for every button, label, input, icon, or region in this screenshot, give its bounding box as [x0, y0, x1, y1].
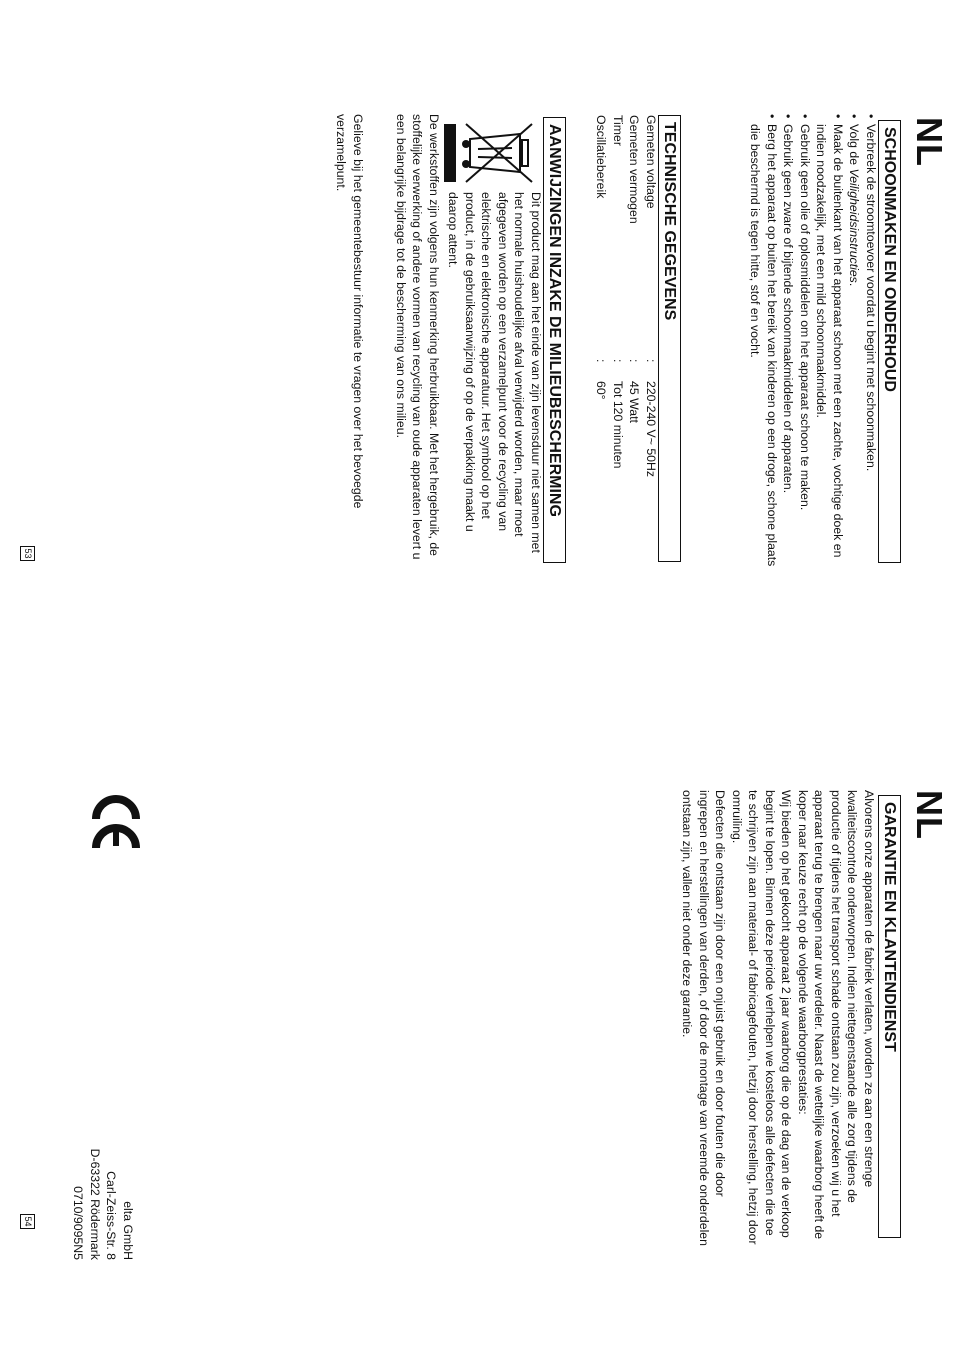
tech-row: Oscillatiebereik : 60°: [594, 115, 609, 400]
municipality-paragraph: Gelieve bij het gemeentebestuur informatie te vragen over het bevoegde verzamelpunt.: [334, 114, 365, 509]
page-number: 53: [20, 546, 35, 561]
cleaning-item: • Berg het apparaat op buiten het bereik van kinderen op een droge, schone plaats die beschermd is tegen hitte, stof en vocht.: [747, 114, 780, 574]
warranty-paragraph: Wij bieden op het gekocht apparaat 2 jaar waarborg die op de dag van de verkoop begint te lopen. Binnen deze periode verhelpen we kosteloos alle defecten die toe te schrijven zijn aan materiaal- of fabricagefouten, hetzij door herstelling, hetzij door omruiling.: [730, 790, 794, 1245]
weee-icon: [440, 118, 540, 188]
cleaning-heading: SCHOONMAKEN EN ONDERHOUD: [878, 120, 901, 563]
ce-mark-icon: [91, 792, 141, 852]
address-code: 0710/9095N5: [71, 1186, 86, 1260]
tech-table: [593, 115, 659, 562]
warranty-heading: GARANTIE EN KLANTENDIENST: [878, 795, 901, 1238]
address-street: Carl-Zeiss-Str. 8: [104, 1171, 119, 1260]
address-city: D-63322 Rödermark: [88, 1148, 102, 1260]
manufacturer-address: [70, 1140, 136, 1260]
cleaning-list: [747, 114, 879, 574]
tech-heading: TECHNISCHE GEGEVENS: [658, 115, 681, 562]
warranty-paragraph: Alvorens onze apparaten de fabriek verlaten, worden ze aan een strenge kwaliteitscontrole onderworpen. Indien niettegenstaande alle zorg tijdens de productie of tijdens het transport schade ontstaan zou zijn, verzoeken wij u het apparaat terug te brengen naar uw verdeler. Naast de wettelijke waarborg heeft de koper naar keuze recht op de volgende waarborgprestaties:: [796, 790, 876, 1240]
recycling-paragraph: De werkstoffen zijn volgens hun kenmerking herbruikbaar. Met het hergebruik, de stoffelijke verwerking of andere vormen van recycling van oude apparaten levert u een belangrijke bijdrage tot de bescherming van ons milieu.: [394, 114, 441, 560]
warranty-paragraph: Defecten die ontstaan zijn door een onjuist gebruik en door fouten die door ingrepen en herstellingen van derden, of door de montage van vreemde onderdelen ontstaan zijn, vallen niet onder deze garantie.: [680, 790, 728, 1246]
page-54: [0, 676, 954, 1351]
tech-row: Timer : Tot 120 minuten: [611, 115, 625, 469]
page-number: 54: [20, 1214, 35, 1229]
address-company: elta GmbH: [121, 1201, 135, 1260]
environment-heading: AANWIJZINGEN INZAKE DE MILIEUBESCHERMING: [543, 117, 566, 563]
language-label: NL: [909, 790, 950, 840]
safety-instructions-ref: Veiligheidsinstructies: [847, 168, 862, 283]
language-label: NL: [909, 117, 950, 167]
tech-row: Gemeten vermogen : 45 Watt: [627, 115, 642, 423]
warranty-text: [679, 790, 877, 1246]
cleaning-item: • Volg de Veiligheidsinstructies.: [846, 114, 863, 574]
cleaning-item: • Gebruik geen olie of oplosmiddelen om het apparaat schoon te maken.: [797, 114, 814, 574]
cleaning-item: • Verbreek de stroomtoevoer voordat u begint met schoonmaken.: [863, 114, 880, 574]
cleaning-item: • Gebruik geen zware of bijtende schoonmaakmiddelen of apparaten.: [780, 114, 797, 574]
cleaning-item: • Maak de buitenkant van het apparaat schoon met een zachte, vochtige doek en indien noodzakelijk, met een mild schoonmaakmiddel.: [813, 114, 846, 574]
weee-notice: Dit product mag aan het einde van zijn levensduur niet samen met het normale huishoudelijke afval verwijderd worden, maar moet afgegeven worden op een verzamelpunt voor de recycling van elektrische en elektronische apparatuur. Het symbool op het product, in de gebruiksaanwijzing of op de verpakking maakt u daarop attent.: [446, 192, 543, 553]
tech-row: Gemeten voltage : 220-240 V~ 50Hz: [644, 115, 658, 478]
